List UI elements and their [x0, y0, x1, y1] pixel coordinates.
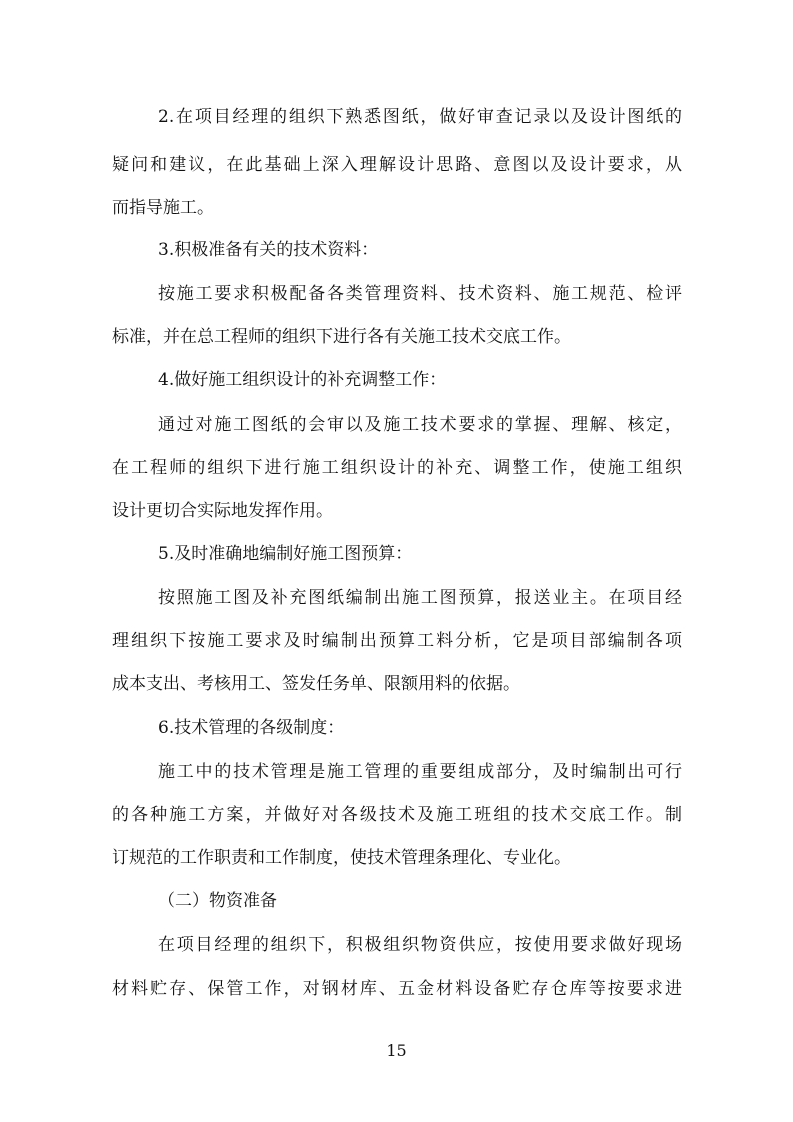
paragraph-line: 的各种施工方案，并做好对各级技术及施工班组的技术交底工作。制 — [112, 805, 682, 825]
section-heading: （二）物资准备 — [158, 891, 277, 911]
paragraph-line: 材料贮存、保管工作，对钢材库、五金材料设备贮存仓库等按要求进 — [112, 979, 682, 999]
paragraph-line: 在项目经理的组织下，积极组织物资供应，按使用要求做好现场 — [158, 935, 682, 955]
paragraph-line: 订规范的工作职责和工作制度，使技术管理条理化、专业化。 — [112, 848, 571, 868]
section-heading: 4.做好施工组织设计的补充调整工作： — [158, 370, 447, 390]
paragraph-line: 在工程师的组织下进行施工组织设计的补充、调整工作，使施工组织 — [112, 458, 682, 478]
section-heading: 5.及时准确地编制好施工图预算： — [158, 544, 413, 564]
paragraph-line: 设计更切合实际地发挥作用。 — [112, 501, 333, 521]
section-heading: 3.积极准备有关的技术资料： — [158, 240, 379, 260]
paragraph-line: 通过对施工图纸的会审以及施工技术要求的掌握、理解、核定， — [158, 415, 682, 435]
paragraph-line: 按施工要求积极配备各类管理资料、技术资料、施工规范、检评 — [158, 284, 682, 304]
paragraph-line: 施工中的技术管理是施工管理的重要组成部分，及时编制出可行 — [158, 762, 682, 782]
paragraph-line: 标准，并在总工程师的组织下进行各有关施工技术交底工作。 — [112, 327, 571, 347]
paragraph-line: 成本支出、考核用工、签发任务单、限额用料的依据。 — [112, 674, 520, 694]
paragraph-line: 而指导施工。 — [112, 198, 214, 218]
paragraph-line: 2.在项目经理的组织下熟悉图纸，做好审查记录以及设计图纸的 — [158, 107, 682, 127]
page-number: 15 — [386, 1041, 407, 1060]
section-heading: 6.技术管理的各级制度： — [158, 718, 345, 738]
paragraph-line: 疑问和建议，在此基础上深入理解设计思路、意图以及设计要求，从 — [112, 155, 682, 175]
paragraph-line: 理组织下按施工要求及时编制出预算工料分析，它是项目部编制各项 — [112, 631, 682, 651]
paragraph-line: 按照施工图及补充图纸编制出施工图预算，报送业主。在项目经 — [158, 588, 682, 608]
